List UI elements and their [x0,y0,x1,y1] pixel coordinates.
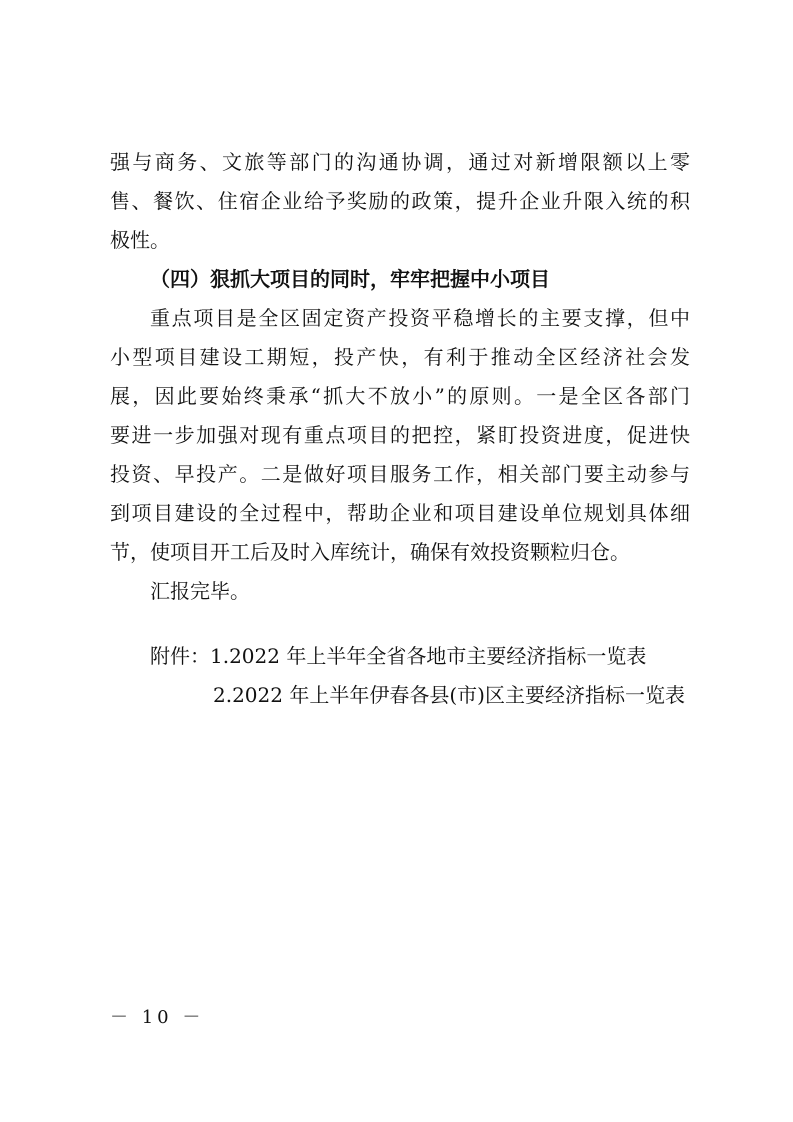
paragraph-line: 展，因此要始终秉承“抓大不放小”的原则。一是全区各部门 [110,384,690,408]
paragraph-line: 售、餐饮、住宿企业给予奖励的政策，提升企业升限入统的积 [110,189,690,213]
paragraph-line: 到项目建设的全过程中，帮助企业和项目建设单位规划具体细 [110,501,690,525]
closing-statement: 汇报完毕。 [150,579,250,603]
attachment-line-2 [213,681,685,709]
attachment-line-1 [150,642,646,670]
paragraph-line: 极性。 [110,228,170,252]
page-number: － 10 － [110,1007,205,1028]
attachment-label: 附件： [150,644,210,668]
paragraph-line: 节，使项目开工后及时入库统计，确保有效投资颗粒归仓。 [110,540,630,564]
paragraph-line: 要进一步加强对现有重点项目的把控，紧盯投资进度，促进快 [110,423,690,447]
paragraph-line: 投资、早投产。二是做好项目服务工作，相关部门要主动参与 [110,462,690,486]
paragraph-line: 重点项目是全区固定资产投资平稳增长的主要支撑，但中 [150,306,690,330]
section-heading: （四）狠抓大项目的同时，牢牢把握中小项目 [150,267,550,291]
attachment-item: 2.2022 年上半年伊春各县(市)区主要经济指标一览表 [213,683,685,707]
attachment-item: 1.2022 年上半年全省各地市主要经济指标一览表 [210,644,647,668]
paragraph-line: 小型项目建设工期短，投产快，有利于推动全区经济社会发 [110,345,690,369]
paragraph-line: 强与商务、文旅等部门的沟通协调，通过对新增限额以上零 [110,150,690,174]
